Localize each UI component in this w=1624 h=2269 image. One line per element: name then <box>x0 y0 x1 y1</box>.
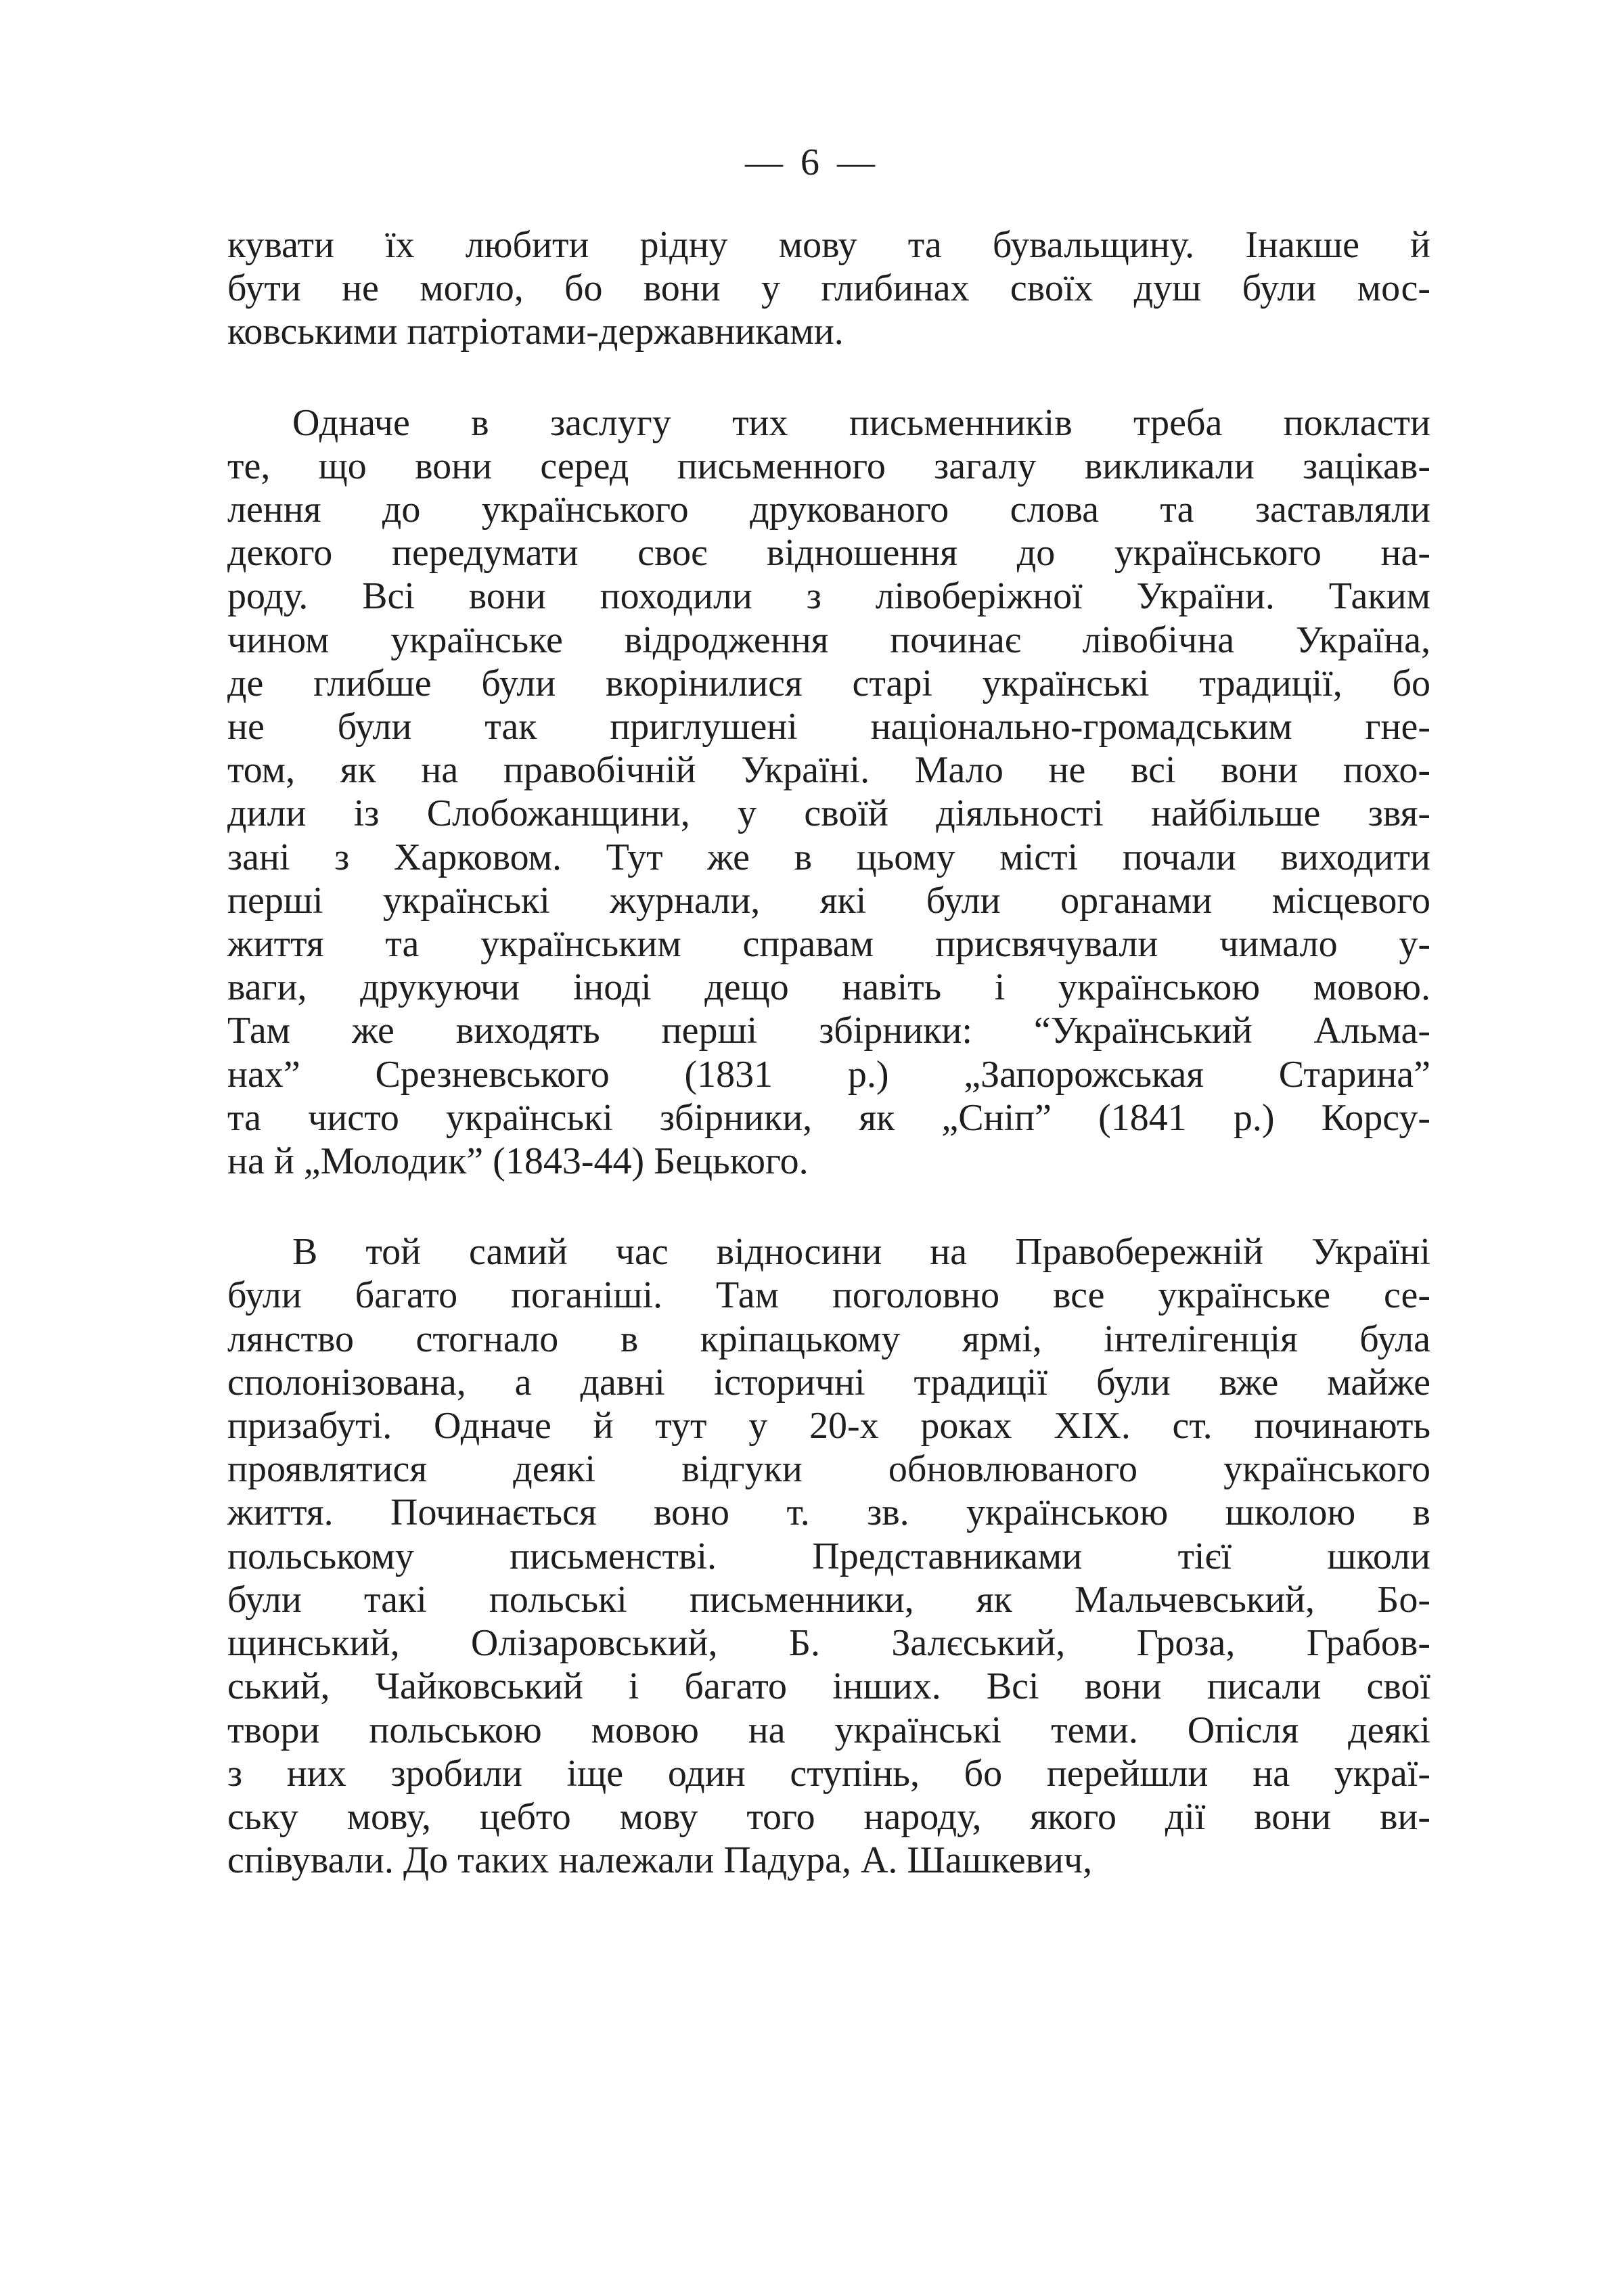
page-number: — 6 — <box>745 141 879 183</box>
text-line: нах” Срезневського (1831 р.) „Запорожськая Старина” <box>227 1053 1430 1096</box>
text-line: життя. Починається воно т. зв. українською школою в <box>227 1491 1430 1534</box>
text-line: не були так приглушені національно-громадським гне- <box>227 706 1430 748</box>
text-line: дили із Слобожанщини, у своїй діяльності найбільше звя- <box>227 792 1430 835</box>
text-line: та чисто українські збірники, як „Сніп” (1841 р.) Корсу- <box>227 1096 1430 1139</box>
text-line: Одначе в заслугу тих письменників треба покласти <box>292 401 1430 444</box>
text-line: польському письменстві. Представниками тієї школи <box>227 1535 1430 1577</box>
text-line: декого передумати своє відношення до українського на- <box>227 532 1430 575</box>
paragraph <box>227 223 1430 354</box>
text-line: роду. Всі вони походили з лівоберіжної України. Таким <box>227 575 1430 618</box>
text-line: перші українські журнали, які були органами місцевого <box>227 879 1430 922</box>
text-line: призабуті. Одначе й тут у 20-х роках XIX. ст. починають <box>227 1405 1430 1447</box>
paragraph <box>227 1230 1430 1882</box>
text-line: були багато поганіші. Там поголовно все українське се- <box>227 1274 1430 1317</box>
text-line: бути не могло, бо вони у глибинах своїх душ були мос- <box>227 267 1430 310</box>
text-line: життя та українським справам присвячували чимало у- <box>227 923 1430 966</box>
text-line: те, що вони серед письменного загалу викликали зацікав- <box>227 445 1430 487</box>
text-line: на й „Молодик” (1843-44) Бецького. <box>227 1140 809 1183</box>
text-line: щинський, Олізаровський, Б. Залєський, Гроза, Грабов- <box>227 1622 1430 1665</box>
text-line: сполонізована, а давні історичні традиції були вже майже <box>227 1361 1430 1403</box>
text-line: чином українське відродження починає лівобічна Україна, <box>227 619 1430 661</box>
text-line: кувати їх любити рідну мову та бувальщину. Інакше й <box>227 224 1430 266</box>
text-line: ваги, друкуючи іноді дещо навіть і українською мовою. <box>227 966 1430 1009</box>
text-line: ську мову, цебто мову того народу, якого дії вони ви- <box>227 1795 1430 1838</box>
text-line: були такі польські письменники, як Мальчевський, Бо- <box>227 1578 1430 1621</box>
text-line: ковськими патріотами-державниками. <box>227 311 844 353</box>
text-line: лення до українського друкованого слова та заставляли <box>227 489 1430 531</box>
body-text <box>227 223 1430 1882</box>
text-line: проявлятися деякі відгуки обновлюваного українського <box>227 1448 1430 1491</box>
text-line: ський, Чайковський і багато інших. Всі вони писали свої <box>227 1665 1430 1708</box>
text-line: твори польською мовою на українські теми. Опісля деякі <box>227 1709 1430 1751</box>
text-line: з них зробили іще один ступінь, бо перейшли на украї- <box>227 1752 1430 1795</box>
text-line: Там же виходять перші збірники: “Український Альма- <box>227 1010 1430 1052</box>
text-line: В той самий час відносини на Правобережній Україні <box>292 1231 1430 1274</box>
paragraph <box>227 401 1430 1184</box>
text-line: зані з Харковом. Тут же в цьому місті почали виходити <box>227 836 1430 878</box>
text-line: лянство стогнало в кріпацькому ярмі, інтелігенція була <box>227 1318 1430 1360</box>
text-line: том, як на правобічній Україні. Мало не всі вони похо- <box>227 749 1430 792</box>
text-line: співували. До таких належали Падура, А. Шашкевич, <box>227 1839 1093 1882</box>
text-line: де глибше були вкорінилися старі українські традиції, бо <box>227 662 1430 704</box>
